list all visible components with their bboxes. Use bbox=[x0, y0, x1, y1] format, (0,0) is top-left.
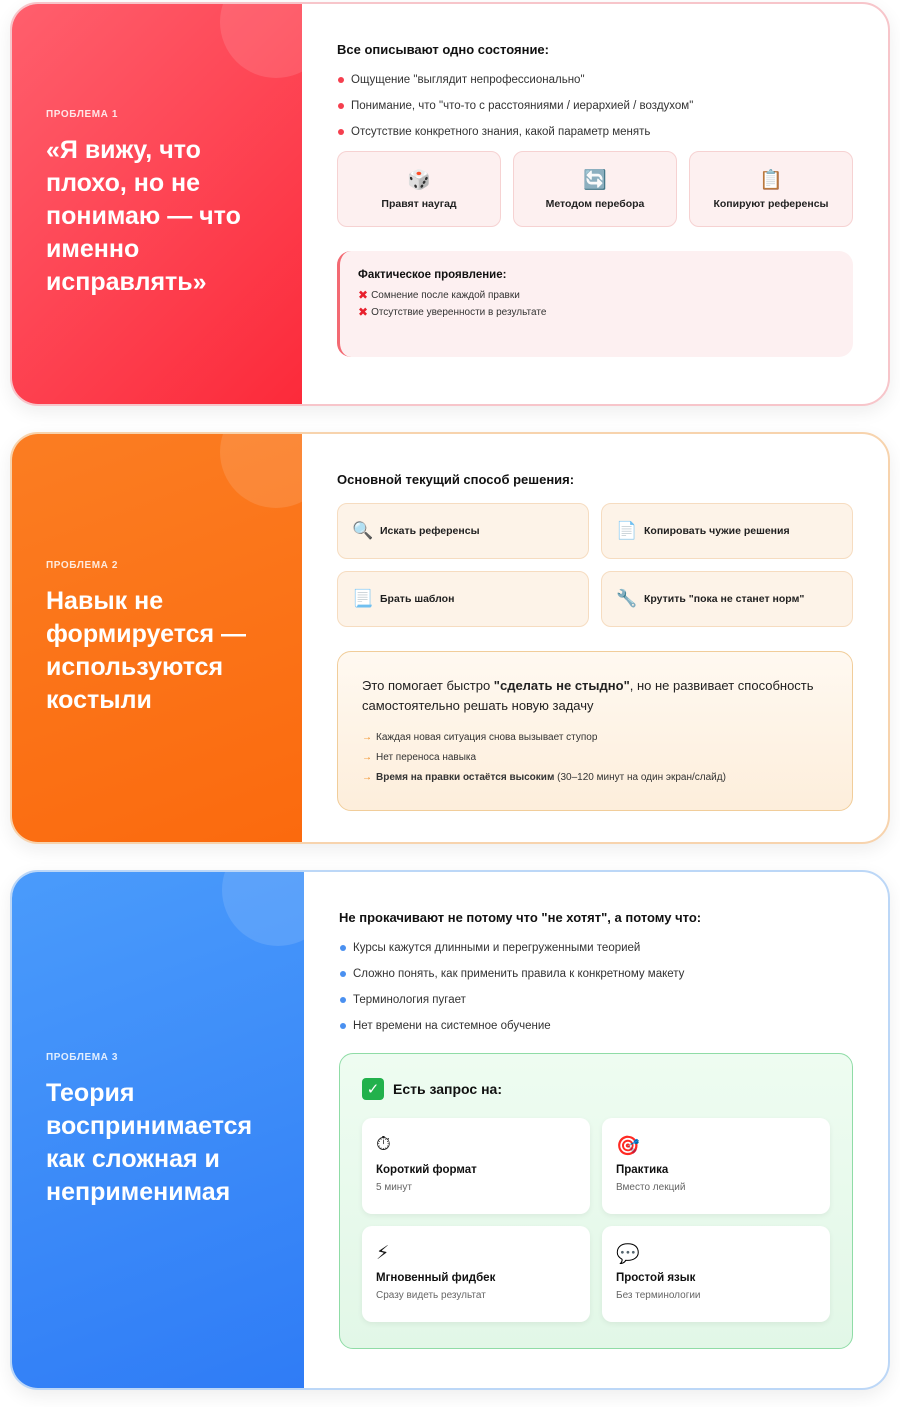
consequence-text: Это помогает быстро "сделать не стыдно", но не развивает способность самостоятельно решать новую задачу bbox=[362, 678, 814, 713]
tile-subtitle: Вместо лекций bbox=[616, 1182, 686, 1193]
consequence-item: → Время на правки остаётся высоким (30–120 минут на один экран/слайд) bbox=[362, 768, 828, 788]
tile-copy-solutions bbox=[601, 503, 853, 559]
problem-headline: Навык не формируется — используются костыли bbox=[46, 586, 247, 714]
list-item: Понимание, что "что-то с расстояниями / иерархией / воздухом" bbox=[337, 99, 853, 113]
tile-label: Копируют референсы bbox=[713, 198, 829, 210]
request-header bbox=[362, 1078, 830, 1100]
tile-subtitle: Без терминологии bbox=[616, 1290, 701, 1301]
wrench-icon: 🔧 bbox=[616, 589, 638, 608]
problem-1-content bbox=[302, 4, 888, 404]
consequence-item: → Каждая новая ситуация снова вызывает ступор bbox=[362, 728, 828, 748]
tile-tweak bbox=[601, 571, 853, 627]
tile-copy-refs bbox=[689, 151, 853, 227]
speech-bubble-icon: 💬 bbox=[616, 1244, 640, 1265]
fact-item bbox=[358, 287, 835, 304]
stopwatch-icon: ⏱ bbox=[376, 1134, 391, 1155]
tile-instant-feedback bbox=[362, 1226, 590, 1322]
fact-title: Фактическое проявление: bbox=[358, 269, 507, 281]
tile-title: Короткий формат bbox=[376, 1164, 477, 1176]
tile-trial-error bbox=[513, 151, 677, 227]
problem-3-banner bbox=[12, 872, 304, 1388]
tile-guess bbox=[337, 151, 501, 227]
problem-card-3 bbox=[10, 870, 890, 1390]
consequence-box bbox=[337, 651, 853, 811]
problem-card-2 bbox=[10, 432, 890, 844]
tile-template bbox=[337, 571, 589, 627]
workaround-tiles bbox=[337, 503, 853, 627]
dice-icon: 🎲 bbox=[407, 170, 431, 191]
problem-label: ПРОБЛЕМА 1 bbox=[46, 109, 119, 120]
problem-headline: «Я вижу, что плохо, но не понимаю — что именно исправлять» bbox=[46, 136, 241, 296]
cross-icon: ✖ bbox=[358, 305, 369, 319]
check-icon: ✓ bbox=[362, 1078, 384, 1100]
tile-label: Правят наугад bbox=[381, 198, 457, 210]
magnifier-icon: 🔍 bbox=[352, 521, 374, 540]
tile-label: Методом перебора bbox=[545, 198, 645, 210]
problem-2-banner bbox=[12, 434, 302, 842]
list-item: Курсы кажутся длинными и перегруженными теорией bbox=[339, 941, 853, 955]
tile-practice bbox=[602, 1118, 830, 1214]
problem-1-banner bbox=[12, 4, 302, 404]
section-title: Основной текущий способ решения: bbox=[337, 472, 575, 487]
refresh-icon: 🔄 bbox=[583, 170, 607, 191]
cross-icon: ✖ bbox=[358, 288, 369, 302]
arrow-icon: → bbox=[362, 772, 372, 783]
document-icon: 📄 bbox=[616, 521, 638, 540]
clipboard-icon: 📋 bbox=[759, 170, 783, 191]
arrow-icon: → bbox=[362, 752, 372, 763]
tile-search-refs bbox=[337, 503, 589, 559]
reason-list bbox=[339, 941, 853, 1033]
tile-subtitle: 5 минут bbox=[376, 1182, 412, 1193]
tile-title: Простой язык bbox=[616, 1272, 696, 1284]
tile-title: Мгновенный фидбек bbox=[376, 1272, 496, 1284]
section-title: Все описывают одно состояние: bbox=[337, 42, 549, 57]
list-item: Нет времени на системное обучение bbox=[339, 1019, 853, 1033]
symptom-list bbox=[337, 73, 853, 139]
problem-label: ПРОБЛЕМА 3 bbox=[46, 1051, 119, 1063]
tile-subtitle: Сразу видеть результат bbox=[376, 1290, 486, 1301]
page-icon: 📃 bbox=[352, 589, 374, 608]
fact-box bbox=[337, 251, 853, 357]
list-item: Отсутствие конкретного знания, какой параметр менять bbox=[337, 125, 853, 139]
consequence-item: → Нет переноса навыка bbox=[362, 748, 828, 768]
arrow-icon: → bbox=[362, 732, 372, 743]
request-box bbox=[339, 1053, 853, 1349]
behavior-tiles bbox=[337, 151, 853, 227]
decorative-circle bbox=[220, 434, 302, 508]
problem-card-1 bbox=[10, 2, 890, 406]
list-item: Ощущение "выглядит непрофессионально" bbox=[337, 73, 853, 87]
lightning-icon: ⚡ bbox=[376, 1243, 390, 1264]
fact-item-text: Отсутствие уверенности в результате bbox=[371, 307, 547, 318]
tile-short-format bbox=[362, 1118, 590, 1214]
tile-simple-language bbox=[602, 1226, 830, 1322]
list-item: Терминология пугает bbox=[339, 993, 853, 1007]
fact-item-text: Сомнение после каждой правки bbox=[371, 290, 520, 301]
target-icon: 🎯 bbox=[616, 1136, 640, 1157]
decorative-circle bbox=[222, 872, 304, 946]
problem-3-content bbox=[304, 872, 888, 1388]
request-title: Есть запрос на: bbox=[393, 1081, 502, 1097]
problem-headline: Теория воспринимается как сложная и неприменимая bbox=[46, 1078, 253, 1206]
tile-label: Брать шаблон bbox=[380, 593, 455, 605]
list-item: Сложно понять, как применить правила к конкретному макету bbox=[339, 967, 853, 981]
tile-label: Искать референсы bbox=[380, 525, 480, 537]
problem-2-content bbox=[302, 434, 888, 842]
section-title: Не прокачивают не потому что "не хотят", а потому что: bbox=[339, 910, 702, 925]
request-tiles bbox=[362, 1118, 830, 1322]
problem-label: ПРОБЛЕМА 2 bbox=[46, 559, 119, 571]
tile-label: Копировать чужие решения bbox=[644, 525, 790, 537]
fact-item bbox=[358, 304, 835, 321]
tile-title: Практика bbox=[616, 1164, 669, 1176]
tile-label: Крутить "пока не станет норм" bbox=[644, 593, 805, 605]
decorative-circle bbox=[220, 4, 302, 78]
